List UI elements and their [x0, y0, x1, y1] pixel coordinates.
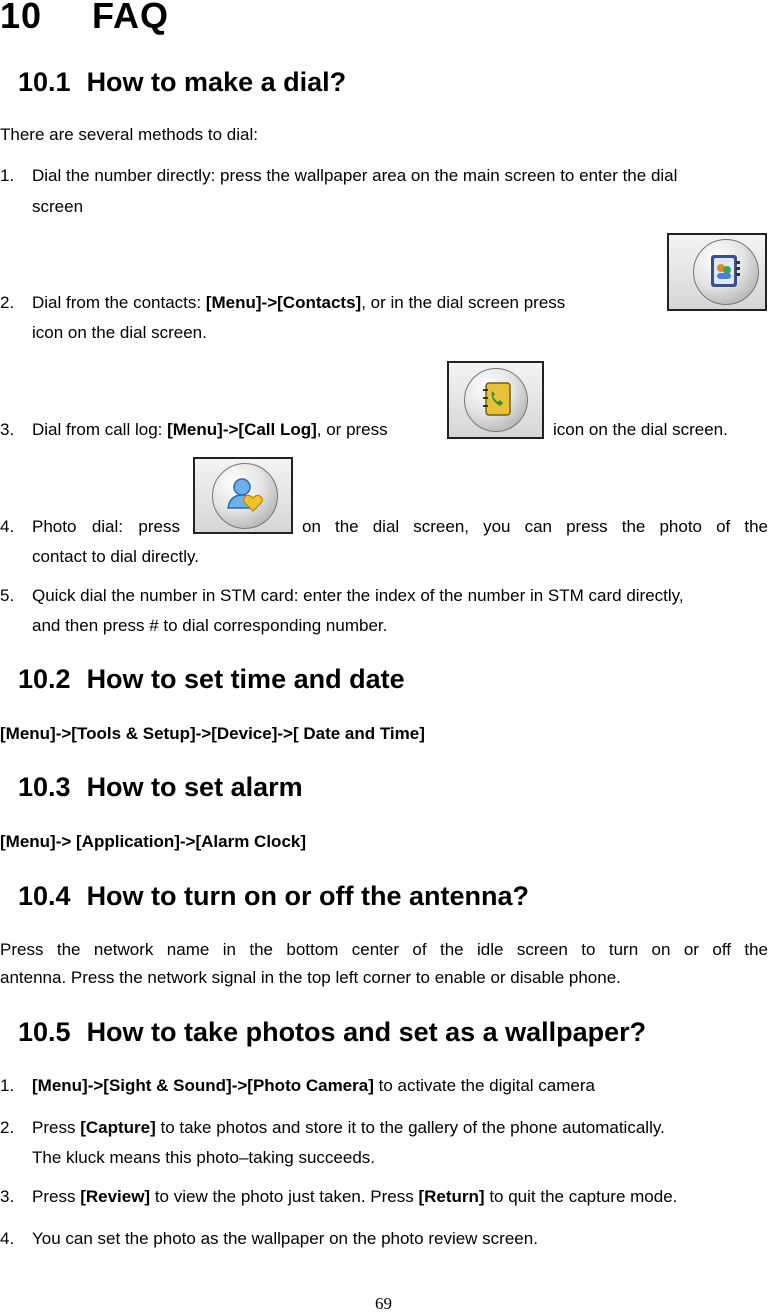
chapter-title: FAQ: [92, 0, 170, 36]
chapter-heading: [0, 0, 169, 37]
phone-book-icon: [447, 361, 544, 439]
section-10-3-heading: 10.3 How to set alarm: [18, 772, 303, 802]
menu-path-alarm-clock: [Menu]-> [Application]->[Alarm Clock]: [0, 832, 307, 851]
chapter-number: 10: [0, 0, 43, 36]
section-10-5-heading: 10.5 How to take photos and set as a wallpaper?: [18, 1017, 647, 1047]
section-10-2-heading: 10.2 How to set time and date: [18, 664, 405, 694]
contacts-book-icon: [667, 233, 767, 311]
page-number: 69: [375, 1294, 392, 1313]
antenna-paragraph: Press the network name in the bottom center of the idle screen to turn on or off the: [0, 940, 768, 959]
menu-path-date-time: [Menu]->[Tools & Setup]->[Device]->[ Date and Time]: [0, 724, 425, 743]
section-10-4-heading: 10.4 How to turn on or off the antenna?: [18, 881, 530, 911]
photo-contact-icon: [193, 457, 293, 534]
section-10-1-heading: 10.1 How to make a dial?: [18, 67, 347, 97]
antenna-paragraph-line2: antenna. Press the network signal in the top left corner to enable or disable phone.: [0, 968, 621, 987]
section-10-1-intro: There are several methods to dial:: [0, 125, 258, 144]
